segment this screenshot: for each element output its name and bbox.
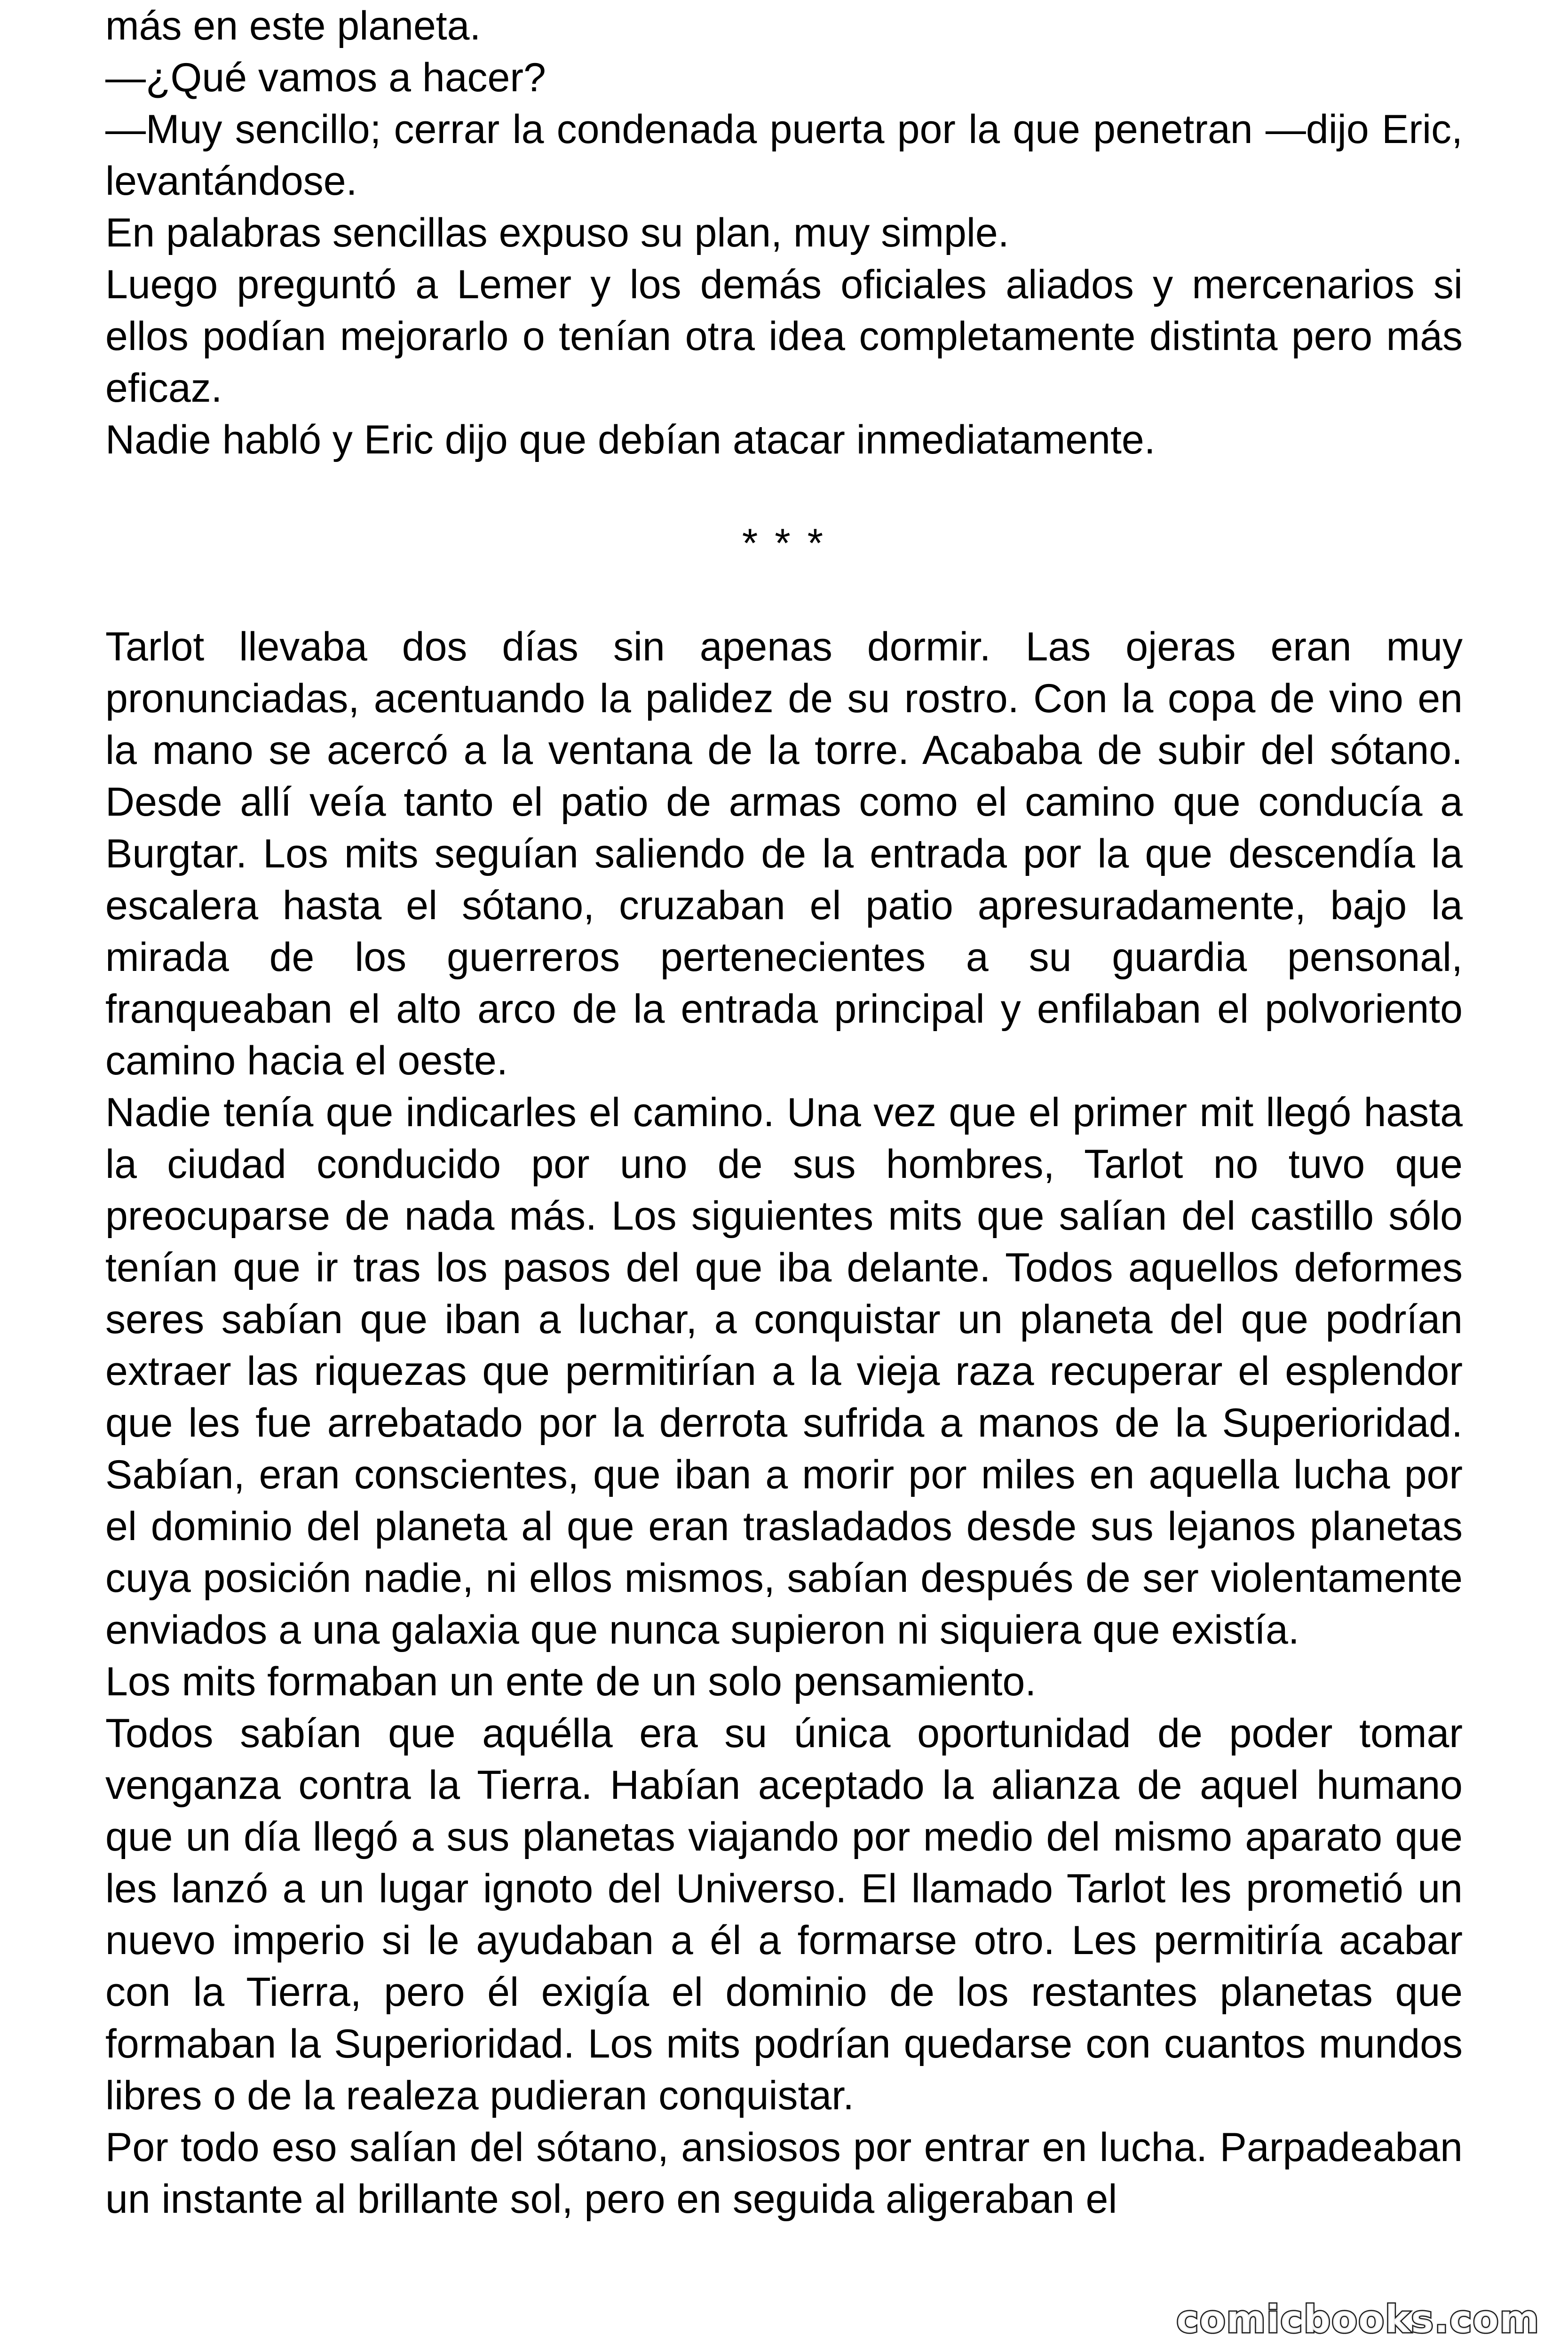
paragraph: —Muy sencillo; cerrar la condenada puerta por la que penetran —dijo Eric, levantándose. — [105, 107, 1463, 204]
paragraph: En palabras sencillas expuso su plan, muy simple. — [105, 210, 1009, 255]
paragraph: Todos sabían que aquélla era su única oportunidad de poder tomar venganza contra la Tierra. Habían aceptado la alianza de aquel humano que un día llegó a sus planetas viajando por medio del mismo aparato que les lanzó a un lugar ignoto del Universo. El llamado Tarlot les prometió un nuevo imperio si le ayudaban a él a formarse otro. Les permitiría acabar con la Tierra, pero él exigía el dominio de los restantes planetas que formaban la Superioridad. Los mits podrían quedarse con cuantos mundos libres o de la realeza pudieran conquistar. — [105, 1711, 1463, 2118]
watermark: comicbooks.com — [1176, 2297, 1540, 2341]
section-separator: * * * — [742, 521, 826, 566]
paragraph: Luego preguntó a Lemer y los demás oficiales aliados y mercenarios si ellos podían mejorarlo o tenían otra idea completamente distinta pero más eficaz. — [105, 262, 1463, 411]
paragraph: Por todo eso salían del sótano, ansiosos por entrar en lucha. Parpadeaban un instante al brillante sol, pero en seguida aligeraban el — [105, 2125, 1463, 2222]
document-page — [105, 0, 1463, 2225]
paragraph: —¿Qué vamos a hacer? — [105, 55, 546, 100]
paragraph: Nadie tenía que indicarles el camino. Una vez que el primer mit llegó hasta la ciudad conducido por uno de sus hombres, Tarlot no tuvo que preocuparse de nada más. Los siguientes mits que salían del castillo sólo tenían que ir tras los pasos del que iba delante. Todos aquellos deformes seres sabían que iban a luchar, a conquistar un planeta del que podrían extraer las riquezas que permitirían a la vieja raza recuperar el esplendor que les fue arrebatado por la derrota sufrida a manos de la Superioridad. Sabían, eran conscientes, que iban a morir por miles en aquella lucha por el dominio del planeta al que eran trasladados desde sus lejanos planetas cuya posición nadie, ni ellos mismos, sabían después de ser violentamente enviados a una galaxia que nunca supieron ni siquiera que existía. — [105, 1090, 1463, 1653]
paragraph: Tarlot llevaba dos días sin apenas dormir. Las ojeras eran muy pronunciadas, acentuando la palidez de su rostro. Con la copa de vino en la mano se acercó a la ventana de la torre. Acababa de subir del sótano. Desde allí veía tanto el patio de armas como el camino que conducía a Burgtar. Los mits seguían saliendo de la entrada por la que descendía la escalera hasta el sótano, cruzaban el patio apresuradamente, bajo la mirada de los guerreros pertenecientes a su guardia pensonal, franqueaban el alto arco de la entrada principal y enfilaban el polvoriento camino hacia el oeste. — [105, 624, 1463, 1083]
paragraph: más en este planeta. — [105, 3, 481, 48]
paragraph: Nadie habló y Eric dijo que debían atacar inmediatamente. — [105, 417, 1156, 462]
paragraph: Los mits formaban un ente de un solo pensamiento. — [105, 1659, 1037, 1704]
